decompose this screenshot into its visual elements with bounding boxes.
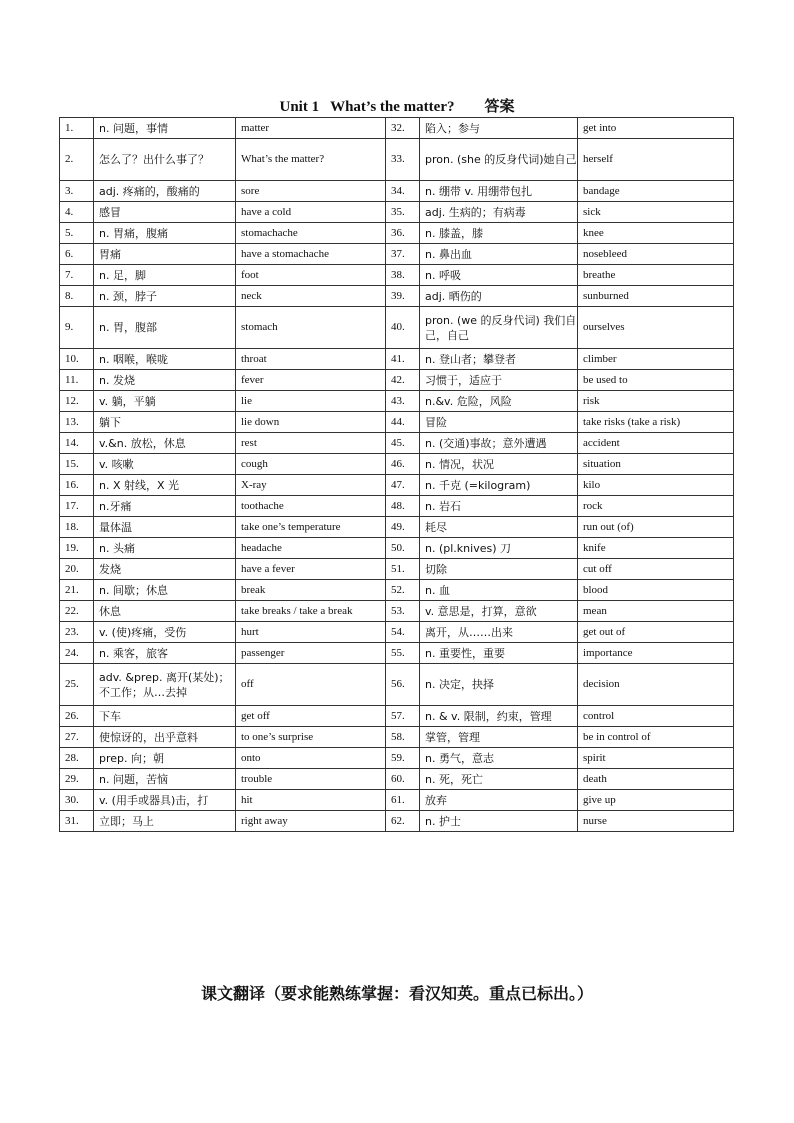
entry-number: 9. [60, 307, 94, 349]
chinese-meaning: 发烧 [94, 559, 236, 580]
english-term: ourselves [578, 307, 734, 349]
table-row [60, 286, 734, 307]
table-row [60, 454, 734, 475]
english-term: get off [236, 706, 386, 727]
chinese-meaning: 耗尽 [420, 517, 578, 538]
chinese-meaning: 陷入；参与 [420, 118, 578, 139]
chinese-meaning: n. (交通)事故；意外遭遇 [420, 433, 578, 454]
chinese-meaning: n. 咽喉，喉咙 [94, 349, 236, 370]
english-term: stomachache [236, 223, 386, 244]
entry-number: 40. [386, 307, 420, 349]
entry-number: 29. [60, 769, 94, 790]
english-term: have a fever [236, 559, 386, 580]
entry-number: 35. [386, 202, 420, 223]
english-term: passenger [236, 643, 386, 664]
chinese-meaning: n. 岩石 [420, 496, 578, 517]
chinese-meaning: n. 乘客，旅客 [94, 643, 236, 664]
chinese-meaning: v. 咳嗽 [94, 454, 236, 475]
table-row [60, 769, 734, 790]
table-row [60, 727, 734, 748]
entry-number: 16. [60, 475, 94, 496]
english-term: control [578, 706, 734, 727]
english-term: foot [236, 265, 386, 286]
table-row [60, 433, 734, 454]
english-term: rock [578, 496, 734, 517]
chinese-meaning: n. 膝盖，膝 [420, 223, 578, 244]
english-term: blood [578, 580, 734, 601]
entry-number: 3. [60, 181, 94, 202]
english-term: knee [578, 223, 734, 244]
entry-number: 33. [386, 139, 420, 181]
chinese-meaning: 放弃 [420, 790, 578, 811]
entry-number: 26. [60, 706, 94, 727]
english-term: sunburned [578, 286, 734, 307]
chinese-meaning: n. 问题，事情 [94, 118, 236, 139]
english-term: be in control of [578, 727, 734, 748]
entry-number: 25. [60, 664, 94, 706]
chinese-meaning: n. 鼻出血 [420, 244, 578, 265]
entry-number: 21. [60, 580, 94, 601]
chinese-meaning: v. (用手或器具)击，打 [94, 790, 236, 811]
chinese-meaning: n. (pl.knives) 刀 [420, 538, 578, 559]
english-term: death [578, 769, 734, 790]
entry-number: 55. [386, 643, 420, 664]
table-row [60, 244, 734, 265]
entry-number: 44. [386, 412, 420, 433]
english-term: off [236, 664, 386, 706]
chinese-meaning: n. 颈，脖子 [94, 286, 236, 307]
chinese-meaning: 离开，从……出来 [420, 622, 578, 643]
table-row [60, 391, 734, 412]
english-term: take risks (take a risk) [578, 412, 734, 433]
entry-number: 54. [386, 622, 420, 643]
entry-number: 18. [60, 517, 94, 538]
table-row [60, 349, 734, 370]
chinese-meaning: n. 登山者；攀登者 [420, 349, 578, 370]
english-term: spirit [578, 748, 734, 769]
english-term: hurt [236, 622, 386, 643]
entry-number: 46. [386, 454, 420, 475]
entry-number: 17. [60, 496, 94, 517]
english-term: sick [578, 202, 734, 223]
chinese-meaning: n. X 射线，X 光 [94, 475, 236, 496]
chinese-meaning: pron. (we 的反身代词) 我们自己，自己 [420, 307, 578, 349]
page-title: Unit 1 What’s the matter? 答案 [279, 99, 515, 115]
chinese-meaning: n. 问题，苦恼 [94, 769, 236, 790]
entry-number: 50. [386, 538, 420, 559]
english-term: give up [578, 790, 734, 811]
chinese-meaning: n. 足，脚 [94, 265, 236, 286]
chinese-meaning: adj. 晒伤的 [420, 286, 578, 307]
english-term: situation [578, 454, 734, 475]
chinese-meaning: adj. 生病的；有病毒 [420, 202, 578, 223]
chinese-meaning: 休息 [94, 601, 236, 622]
english-term: risk [578, 391, 734, 412]
chinese-meaning: 冒险 [420, 412, 578, 433]
entry-number: 59. [386, 748, 420, 769]
chinese-meaning: n. 血 [420, 580, 578, 601]
chinese-meaning: 切除 [420, 559, 578, 580]
chinese-meaning: 躺下 [94, 412, 236, 433]
entry-number: 47. [386, 475, 420, 496]
entry-number: 22. [60, 601, 94, 622]
entry-number: 62. [386, 811, 420, 832]
chinese-meaning: n. 勇气，意志 [420, 748, 578, 769]
entry-number: 5. [60, 223, 94, 244]
english-term: stomach [236, 307, 386, 349]
entry-number: 42. [386, 370, 420, 391]
table-row [60, 580, 734, 601]
english-term: be used to [578, 370, 734, 391]
entry-number: 48. [386, 496, 420, 517]
english-term: run out (of) [578, 517, 734, 538]
english-term: get out of [578, 622, 734, 643]
english-term: sore [236, 181, 386, 202]
chinese-meaning: n.&v. 危险，风险 [420, 391, 578, 412]
chinese-meaning: n. 头痛 [94, 538, 236, 559]
chinese-meaning: adj. 疼痛的，酸痛的 [94, 181, 236, 202]
chinese-meaning: prep. 向；朝 [94, 748, 236, 769]
english-term: fever [236, 370, 386, 391]
entry-number: 32. [386, 118, 420, 139]
entry-number: 23. [60, 622, 94, 643]
entry-number: 37. [386, 244, 420, 265]
entry-number: 45. [386, 433, 420, 454]
chinese-meaning: 胃痛 [94, 244, 236, 265]
chinese-meaning: n.牙痛 [94, 496, 236, 517]
entry-number: 34. [386, 181, 420, 202]
english-term: to one’s surprise [236, 727, 386, 748]
entry-number: 20. [60, 559, 94, 580]
chinese-meaning: n. 发烧 [94, 370, 236, 391]
chinese-meaning: pron. (she 的反身代词)她自己 [420, 139, 578, 181]
english-term: bandage [578, 181, 734, 202]
english-term: trouble [236, 769, 386, 790]
table-row [60, 202, 734, 223]
table-row [60, 181, 734, 202]
english-term: headache [236, 538, 386, 559]
entry-number: 14. [60, 433, 94, 454]
english-term: lie down [236, 412, 386, 433]
chinese-meaning: 量体温 [94, 517, 236, 538]
table-row [60, 370, 734, 391]
table-row [60, 790, 734, 811]
table-row [60, 517, 734, 538]
english-term: nosebleed [578, 244, 734, 265]
entry-number: 61. [386, 790, 420, 811]
chinese-meaning: adv. &prep. 离开(某处)；不工作；从…去掉 [94, 664, 236, 706]
english-term: kilo [578, 475, 734, 496]
entry-number: 30. [60, 790, 94, 811]
chinese-meaning: n. 护士 [420, 811, 578, 832]
entry-number: 27. [60, 727, 94, 748]
english-term: break [236, 580, 386, 601]
entry-number: 31. [60, 811, 94, 832]
english-term: have a stomachache [236, 244, 386, 265]
chinese-meaning: n. 胃，腹部 [94, 307, 236, 349]
entry-number: 60. [386, 769, 420, 790]
chinese-meaning: 使惊讶的，出乎意料 [94, 727, 236, 748]
entry-number: 1. [60, 118, 94, 139]
entry-number: 41. [386, 349, 420, 370]
table-row [60, 622, 734, 643]
english-term: hit [236, 790, 386, 811]
english-term: What’s the matter? [236, 139, 386, 181]
english-term: X-ray [236, 475, 386, 496]
entry-number: 43. [386, 391, 420, 412]
chinese-meaning: n. 呼吸 [420, 265, 578, 286]
table-row [60, 118, 734, 139]
chinese-meaning: v. 意思是，打算，意欲 [420, 601, 578, 622]
chinese-meaning: n. 死，死亡 [420, 769, 578, 790]
english-term: cut off [578, 559, 734, 580]
english-term: importance [578, 643, 734, 664]
entry-number: 38. [386, 265, 420, 286]
english-term: rest [236, 433, 386, 454]
chinese-meaning: n. 重要性，重要 [420, 643, 578, 664]
chinese-meaning: n. & v. 限制，约束，管理 [420, 706, 578, 727]
chinese-meaning: v. 躺，平躺 [94, 391, 236, 412]
chinese-meaning: n. 决定，抉择 [420, 664, 578, 706]
table-row [60, 601, 734, 622]
chinese-meaning: v. (使)疼痛，受伤 [94, 622, 236, 643]
english-term: matter [236, 118, 386, 139]
entry-number: 19. [60, 538, 94, 559]
entry-number: 15. [60, 454, 94, 475]
chinese-meaning: 掌管，管理 [420, 727, 578, 748]
entry-number: 8. [60, 286, 94, 307]
english-term: cough [236, 454, 386, 475]
entry-number: 11. [60, 370, 94, 391]
english-term: have a cold [236, 202, 386, 223]
section-heading: 课文翻译（要求能熟练掌握：看汉知英。重点已标出。） [200, 984, 593, 1003]
chinese-meaning: 立即；马上 [94, 811, 236, 832]
entry-number: 4. [60, 202, 94, 223]
english-term: knife [578, 538, 734, 559]
english-term: get into [578, 118, 734, 139]
entry-number: 12. [60, 391, 94, 412]
english-term: throat [236, 349, 386, 370]
entry-number: 56. [386, 664, 420, 706]
entry-number: 36. [386, 223, 420, 244]
table-row [60, 139, 734, 181]
table-row [60, 538, 734, 559]
table-row [60, 307, 734, 349]
english-term: climber [578, 349, 734, 370]
english-term: right away [236, 811, 386, 832]
table-row [60, 811, 734, 832]
entry-number: 39. [386, 286, 420, 307]
chinese-meaning: 习惯于，适应于 [420, 370, 578, 391]
vocabulary-table [59, 117, 734, 832]
english-term: toothache [236, 496, 386, 517]
english-term: neck [236, 286, 386, 307]
entry-number: 52. [386, 580, 420, 601]
table-row [60, 664, 734, 706]
chinese-meaning: v.&n. 放松，休息 [94, 433, 236, 454]
english-term: lie [236, 391, 386, 412]
entry-number: 28. [60, 748, 94, 769]
vocabulary-table-body [60, 118, 734, 832]
chinese-meaning: 下车 [94, 706, 236, 727]
entry-number: 24. [60, 643, 94, 664]
chinese-meaning: n. 绷带 v. 用绷带包扎 [420, 181, 578, 202]
entry-number: 7. [60, 265, 94, 286]
entry-number: 51. [386, 559, 420, 580]
entry-number: 57. [386, 706, 420, 727]
table-row [60, 496, 734, 517]
table-row [60, 475, 734, 496]
entry-number: 53. [386, 601, 420, 622]
entry-number: 2. [60, 139, 94, 181]
table-row [60, 706, 734, 727]
table-row [60, 748, 734, 769]
entry-number: 49. [386, 517, 420, 538]
english-term: take breaks / take a break [236, 601, 386, 622]
chinese-meaning: 怎么了？出什么事了？ [94, 139, 236, 181]
table-row [60, 412, 734, 433]
english-term: onto [236, 748, 386, 769]
chinese-meaning: n. 间歇；休息 [94, 580, 236, 601]
chinese-meaning: n. 千克 (=kilogram) [420, 475, 578, 496]
entry-number: 6. [60, 244, 94, 265]
entry-number: 13. [60, 412, 94, 433]
table-row [60, 265, 734, 286]
english-term: mean [578, 601, 734, 622]
table-row [60, 643, 734, 664]
english-term: take one’s temperature [236, 517, 386, 538]
english-term: decision [578, 664, 734, 706]
english-term: breathe [578, 265, 734, 286]
english-term: nurse [578, 811, 734, 832]
english-term: accident [578, 433, 734, 454]
english-term: herself [578, 139, 734, 181]
chinese-meaning: n. 情况，状况 [420, 454, 578, 475]
entry-number: 10. [60, 349, 94, 370]
entry-number: 58. [386, 727, 420, 748]
table-row [60, 223, 734, 244]
chinese-meaning: 感冒 [94, 202, 236, 223]
chinese-meaning: n. 胃痛，腹痛 [94, 223, 236, 244]
table-row [60, 559, 734, 580]
